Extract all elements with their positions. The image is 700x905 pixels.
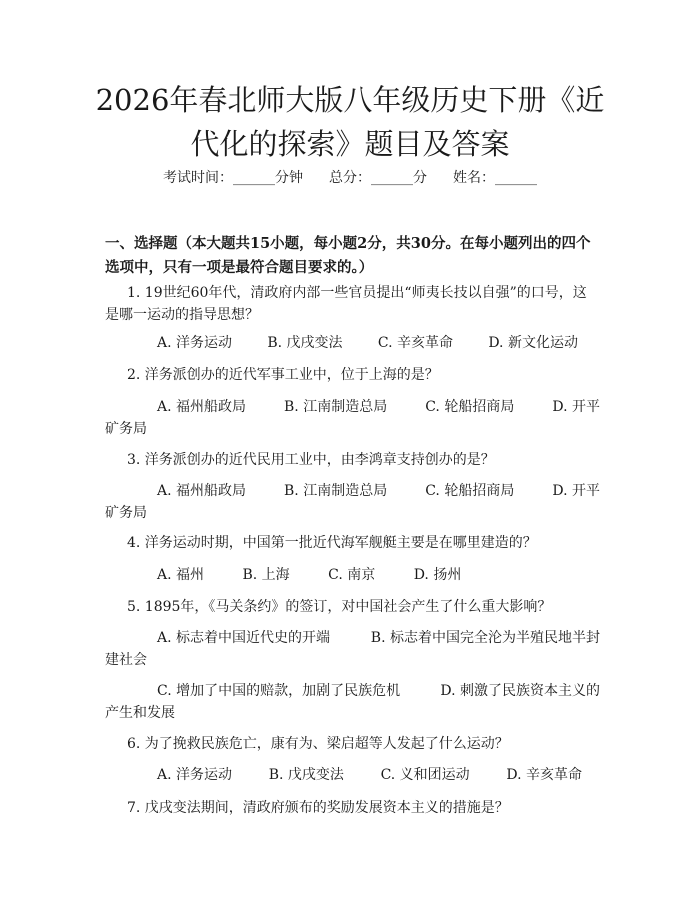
option-d: D. 新文化运动 bbox=[488, 335, 578, 351]
question-stem: 3. 洋务派创办的近代民用工业中，由李鸿章支持创办的是？ bbox=[127, 452, 495, 468]
page-title: 2026年春北师大版八年级历史下册《近代化的探索》题目及答案 bbox=[95, 83, 605, 161]
option-b: B. 戊戌变法 bbox=[267, 335, 343, 351]
question-7 bbox=[105, 797, 600, 819]
question-2-options bbox=[105, 396, 600, 440]
question-2 bbox=[105, 364, 600, 386]
section-heading-choice: 一、选择题（本大题共15小题，每小题2分，共30分。在每小题列出的四个选项中，只有一项是最符合题目要求的。） bbox=[105, 235, 591, 276]
option-d-continued: 矿务局 bbox=[105, 505, 147, 521]
option-a: A. 福州船政局 bbox=[157, 399, 247, 415]
option-b: B. 江南制造总局 bbox=[284, 483, 388, 499]
question-1-options bbox=[105, 332, 600, 354]
option-c: C. 增加了中国的赔款，加剧了民族危机 bbox=[157, 683, 401, 699]
option-a: A. 洋务运动 bbox=[157, 335, 233, 351]
question-3 bbox=[105, 449, 600, 471]
option-d: D. 刺激了民族资本主义的 bbox=[440, 683, 600, 699]
option-c: C. 轮船招商局 bbox=[425, 483, 515, 499]
question-5-options-ab bbox=[105, 627, 600, 671]
exam-meta bbox=[0, 168, 700, 188]
option-b: B. 戊戌变法 bbox=[268, 767, 344, 783]
question-6-options bbox=[105, 764, 600, 786]
option-d: D. 辛亥革命 bbox=[506, 767, 582, 783]
option-b-continued: 建社会 bbox=[105, 652, 147, 668]
question-6 bbox=[105, 733, 600, 755]
option-c: C. 南京 bbox=[328, 567, 376, 583]
question-stem: 2. 洋务派创办的近代军事工业中，位于上海的是？ bbox=[127, 367, 439, 383]
option-c: C. 轮船招商局 bbox=[425, 399, 515, 415]
question-5-options-cd bbox=[105, 680, 600, 724]
exam-score: 总分：______分 bbox=[329, 170, 427, 186]
question-stem: 6. 为了挽救民族危亡，康有为、梁启超等人发起了什么运动？ bbox=[127, 736, 509, 752]
option-a: A. 标志着中国近代史的开端 bbox=[157, 630, 331, 646]
question-4-options bbox=[105, 564, 600, 586]
option-d-continued: 矿务局 bbox=[105, 421, 147, 437]
question-stem: 7. 戊戌变法期间，清政府颁布的奖励发展资本主义的措施是？ bbox=[127, 800, 509, 816]
option-a: A. 福州船政局 bbox=[157, 483, 247, 499]
exam-name: 姓名：______ bbox=[453, 170, 537, 186]
option-b: B. 江南制造总局 bbox=[284, 399, 388, 415]
question-stem: 4. 洋务运动时期，中国第一批近代海军舰艇主要是在哪里建造的？ bbox=[127, 535, 537, 551]
question-stem: 1. 19世纪60年代，清政府内部一些官员提出“师夷长技以自强”的口号，这是哪一运动的指导思想？ bbox=[105, 285, 587, 323]
question-3-options bbox=[105, 480, 600, 524]
question-5 bbox=[105, 596, 600, 618]
exam-time: 考试时间：______分钟 bbox=[163, 170, 303, 186]
question-4 bbox=[105, 532, 600, 554]
option-c: C. 义和团运动 bbox=[380, 767, 470, 783]
option-a: A. 福州 bbox=[157, 567, 205, 583]
option-d-continued: 产生和发展 bbox=[105, 705, 175, 721]
option-a: A. 洋务运动 bbox=[157, 767, 233, 783]
option-c: C. 辛亥革命 bbox=[377, 335, 453, 351]
option-d: D. 开平 bbox=[552, 483, 600, 499]
question-1 bbox=[105, 282, 600, 326]
question-stem: 5. 1895年，《马关条约》的签订，对中国社会产生了什么重大影响？ bbox=[127, 599, 552, 615]
option-d: D. 开平 bbox=[552, 399, 600, 415]
option-b: B. 标志着中国完全沦为半殖民地半封 bbox=[370, 630, 600, 646]
option-d: D. 扬州 bbox=[413, 567, 462, 583]
option-b: B. 上海 bbox=[242, 567, 290, 583]
